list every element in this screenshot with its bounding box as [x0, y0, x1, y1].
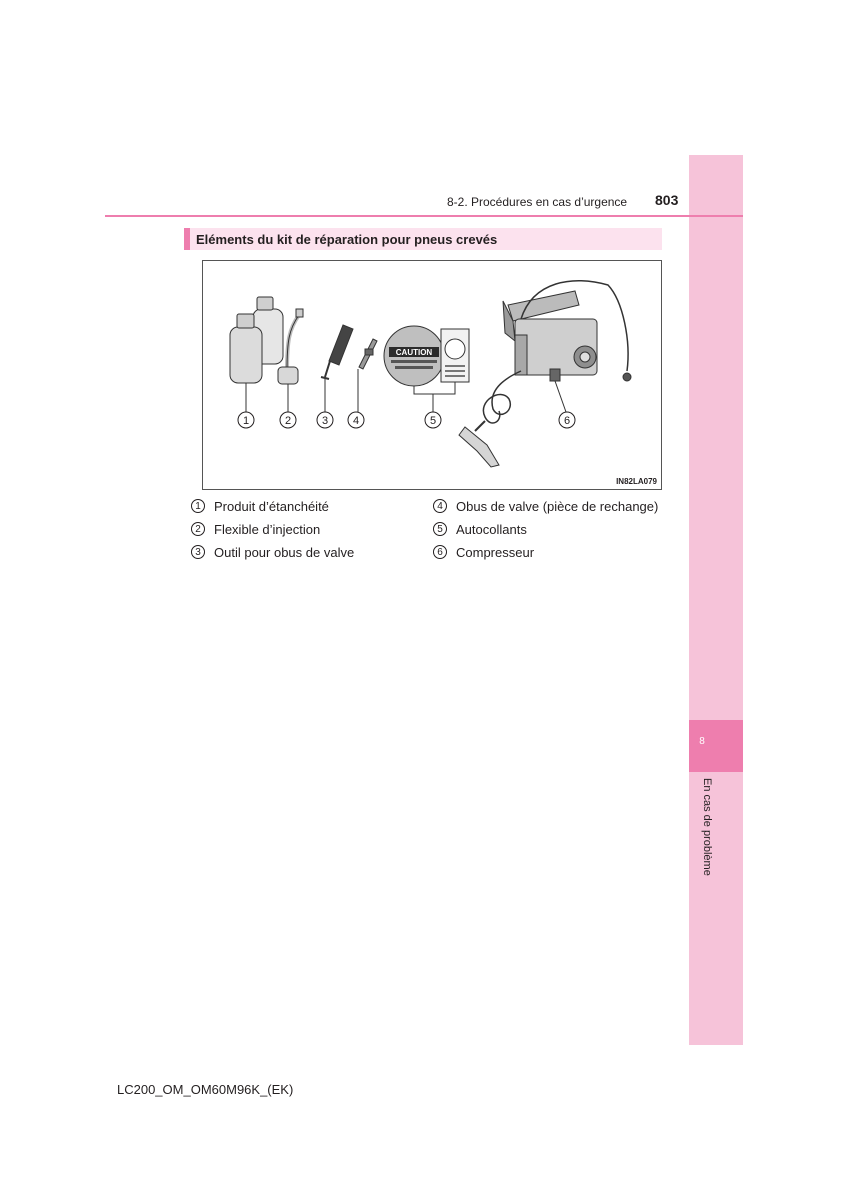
page-number: 803 [655, 192, 679, 208]
compressor-icon [459, 281, 631, 467]
sticker-square-icon [441, 329, 469, 382]
legend-left [191, 498, 401, 567]
sticker-caution-text: CAUTION [395, 348, 433, 357]
callout-markers [238, 412, 575, 428]
list-item [191, 498, 401, 516]
chapter-title: En cas de problème [701, 778, 713, 876]
valve-core-tool-icon [321, 325, 353, 379]
chapter-number: 8 [699, 736, 705, 747]
callout-6: 6 [563, 415, 571, 427]
callout-5: 5 [429, 415, 437, 427]
header-divider [105, 215, 743, 217]
legend-number: 4 [433, 499, 447, 513]
list-item [191, 521, 401, 539]
legend-label: Outil pour obus de valve [214, 545, 355, 560]
callout-1: 1 [242, 415, 250, 427]
legend-label: Produit d’étanchéité [214, 499, 329, 514]
callout-2: 2 [284, 415, 292, 427]
legend-number: 5 [433, 522, 447, 536]
section-heading-marker [184, 228, 190, 250]
callout-3: 3 [321, 415, 329, 427]
legend-number: 1 [191, 499, 205, 513]
legend-label: Autocollants [456, 522, 527, 537]
footer-doc-code: LC200_OM_OM60M96K_(EK) [117, 1082, 294, 1097]
list-item [433, 544, 659, 562]
figure-code: IN82LA079 [616, 477, 657, 486]
legend-number: 6 [433, 545, 447, 559]
legend-label: Compresseur [456, 545, 535, 560]
list-item [433, 521, 659, 539]
spare-valve-core-icon [359, 339, 377, 369]
sticker-round-icon [384, 326, 444, 386]
legend-right [433, 498, 659, 567]
legend-label: Flexible d’injection [214, 522, 321, 537]
chapter-tab[interactable] [689, 720, 743, 772]
list-item [191, 544, 401, 562]
list-item [433, 498, 659, 516]
repair-kit-figure [202, 260, 662, 490]
legend-number: 3 [191, 545, 205, 559]
sealant-bottles-icon [230, 297, 283, 383]
section-heading-text: Eléments du kit de réparation pour pneus crevés [196, 232, 498, 247]
legend-label: Obus de valve (pièce de rechange) [456, 499, 659, 514]
header-section-title: 8-2. Procédures en cas d’urgence [447, 195, 628, 209]
section-heading [184, 228, 662, 250]
legend-number: 2 [191, 522, 205, 536]
callout-4: 4 [352, 415, 360, 427]
repair-kit-illustration [203, 261, 661, 489]
